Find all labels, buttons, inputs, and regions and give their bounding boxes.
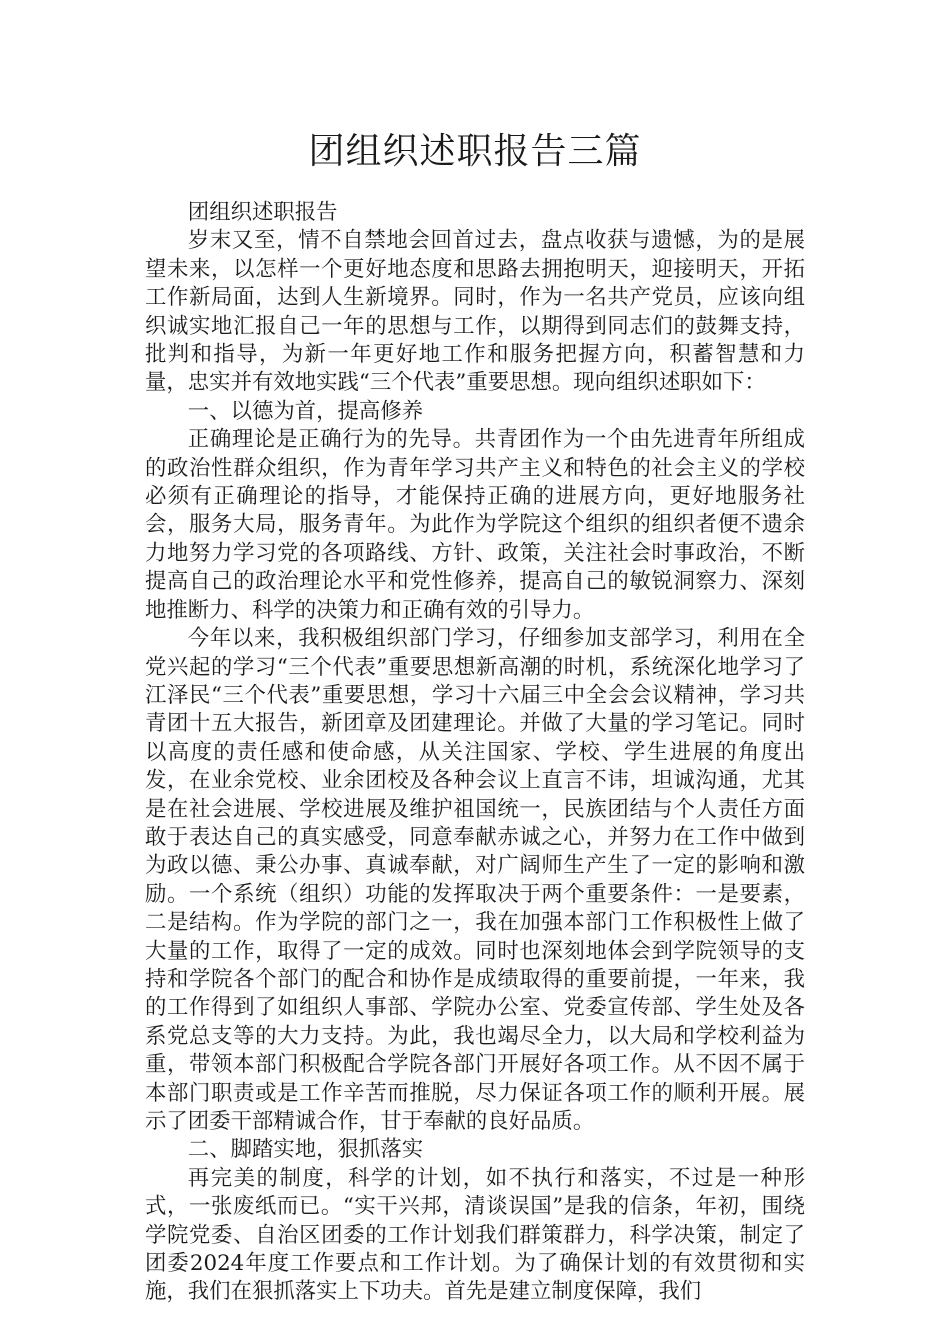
paragraph: 今年以来，我积极组织部门学习，仔细参加支部学习，利用在全党兴起的学习“三个代表”重要思想新高潮的时机，系统深化地学习了江泽民“三个代表”重要思想，学习十六届三中全会会议精神，学习共青团十五大报告，新团章及团建理论。并做了大量的学习笔记。同时以高度的责任感和使命感，从关注国家、学校、学生进展的角度出发，在业余党校、业余团校及各种会议上直言不讳，坦诚沟通，尤其是在社会进展、学校进展及维护祖国统一，民族团结与个人责任方面敢于表达自己的真实感受，同意奉献赤诚之心，并努力在工作中做到为政以德、秉公办事、真诚奉献，对广阔师生产生了一定的影响和激励。一个系统（组织）功能的发挥取决于两个重要条件：一是要素，二是结构。作为学院的部门之一，我在加强本部门工作积极性上做了大量的工作，取得了一定的成效。同时也深刻地体会到学院领导的支持和学院各个部门的配合和协作是成绩取得的重要前提，一年来，我的工作得到了如组织人事部、学院办公室、党委宣传部、学生处及各系党总支等的大力支持。为此，我也竭尽全力，以大局和学校利益为重，带领本部门积极配合学院各部门开展好各项工作。从不因不属于本部门职责或是工作辛苦而推脱，尽力保证各项工作的顺利开展。展示了团委干部精诚合作，甘于奉献的良好品质。 [145,626,805,1134]
section-heading: 团组织述职报告 [187,200,338,225]
paragraph: 再完美的制度，科学的计划，如不执行和落实，不过是一种形式，一张废纸而已。“实干兴邦，清谈误国”是我的信条，年初，围绕学院党委、自治区团委的工作计划我们群策群力，科学决策，制定了团委2024年度工作要点和工作计划。为了确保计划的有效贯彻和实施，我们在狠抓落实上下功夫。首先是建立制度保障，我们 [145,1165,805,1305]
section-heading: 二、脚踏实地，狠抓落实 [187,1137,424,1163]
paragraph: 正确理论是正确行为的先导。共青团作为一个由先进青年所组成的政治性群众组织，作为青年学习共产主义和特色的社会主义的学校必须有正确理论的指导，才能保持正确的进展方向，更好地服务社会，服务大局，服务青年。为此作为学院这个组织的组织者便不遗余力地努力学习党的各项路线、方针、政策，关注社会时事政治，不断提高自己的政治理论水平和党性修养，提高自己的敏锐洞察力、深刻地推断力、科学的决策力和正确有效的引导力。 [145,427,805,623]
paragraph: 岁末又至，情不自禁地会回首过去，盘点收获与遗憾，为的是展望未来，以怎样一个更好地态度和思路去拥抱明天，迎接明天，开拓工作新局面，达到人生新境界。同时，作为一名共产党员，应该向组织诚实地汇报自己一年的思想与工作，以期得到同志们的鼓舞支持，批判和指导，为新一年更好地工作和服务把握方向，积蓄智慧和力量，忠实并有效地实践“三个代表”重要思想。现向组织述职如下： [145,228,805,396]
document-body [145,199,805,1307]
section-heading: 一、以德为首，提高修养 [187,398,424,424]
document-title: 团组织述职报告三篇 [308,131,642,172]
